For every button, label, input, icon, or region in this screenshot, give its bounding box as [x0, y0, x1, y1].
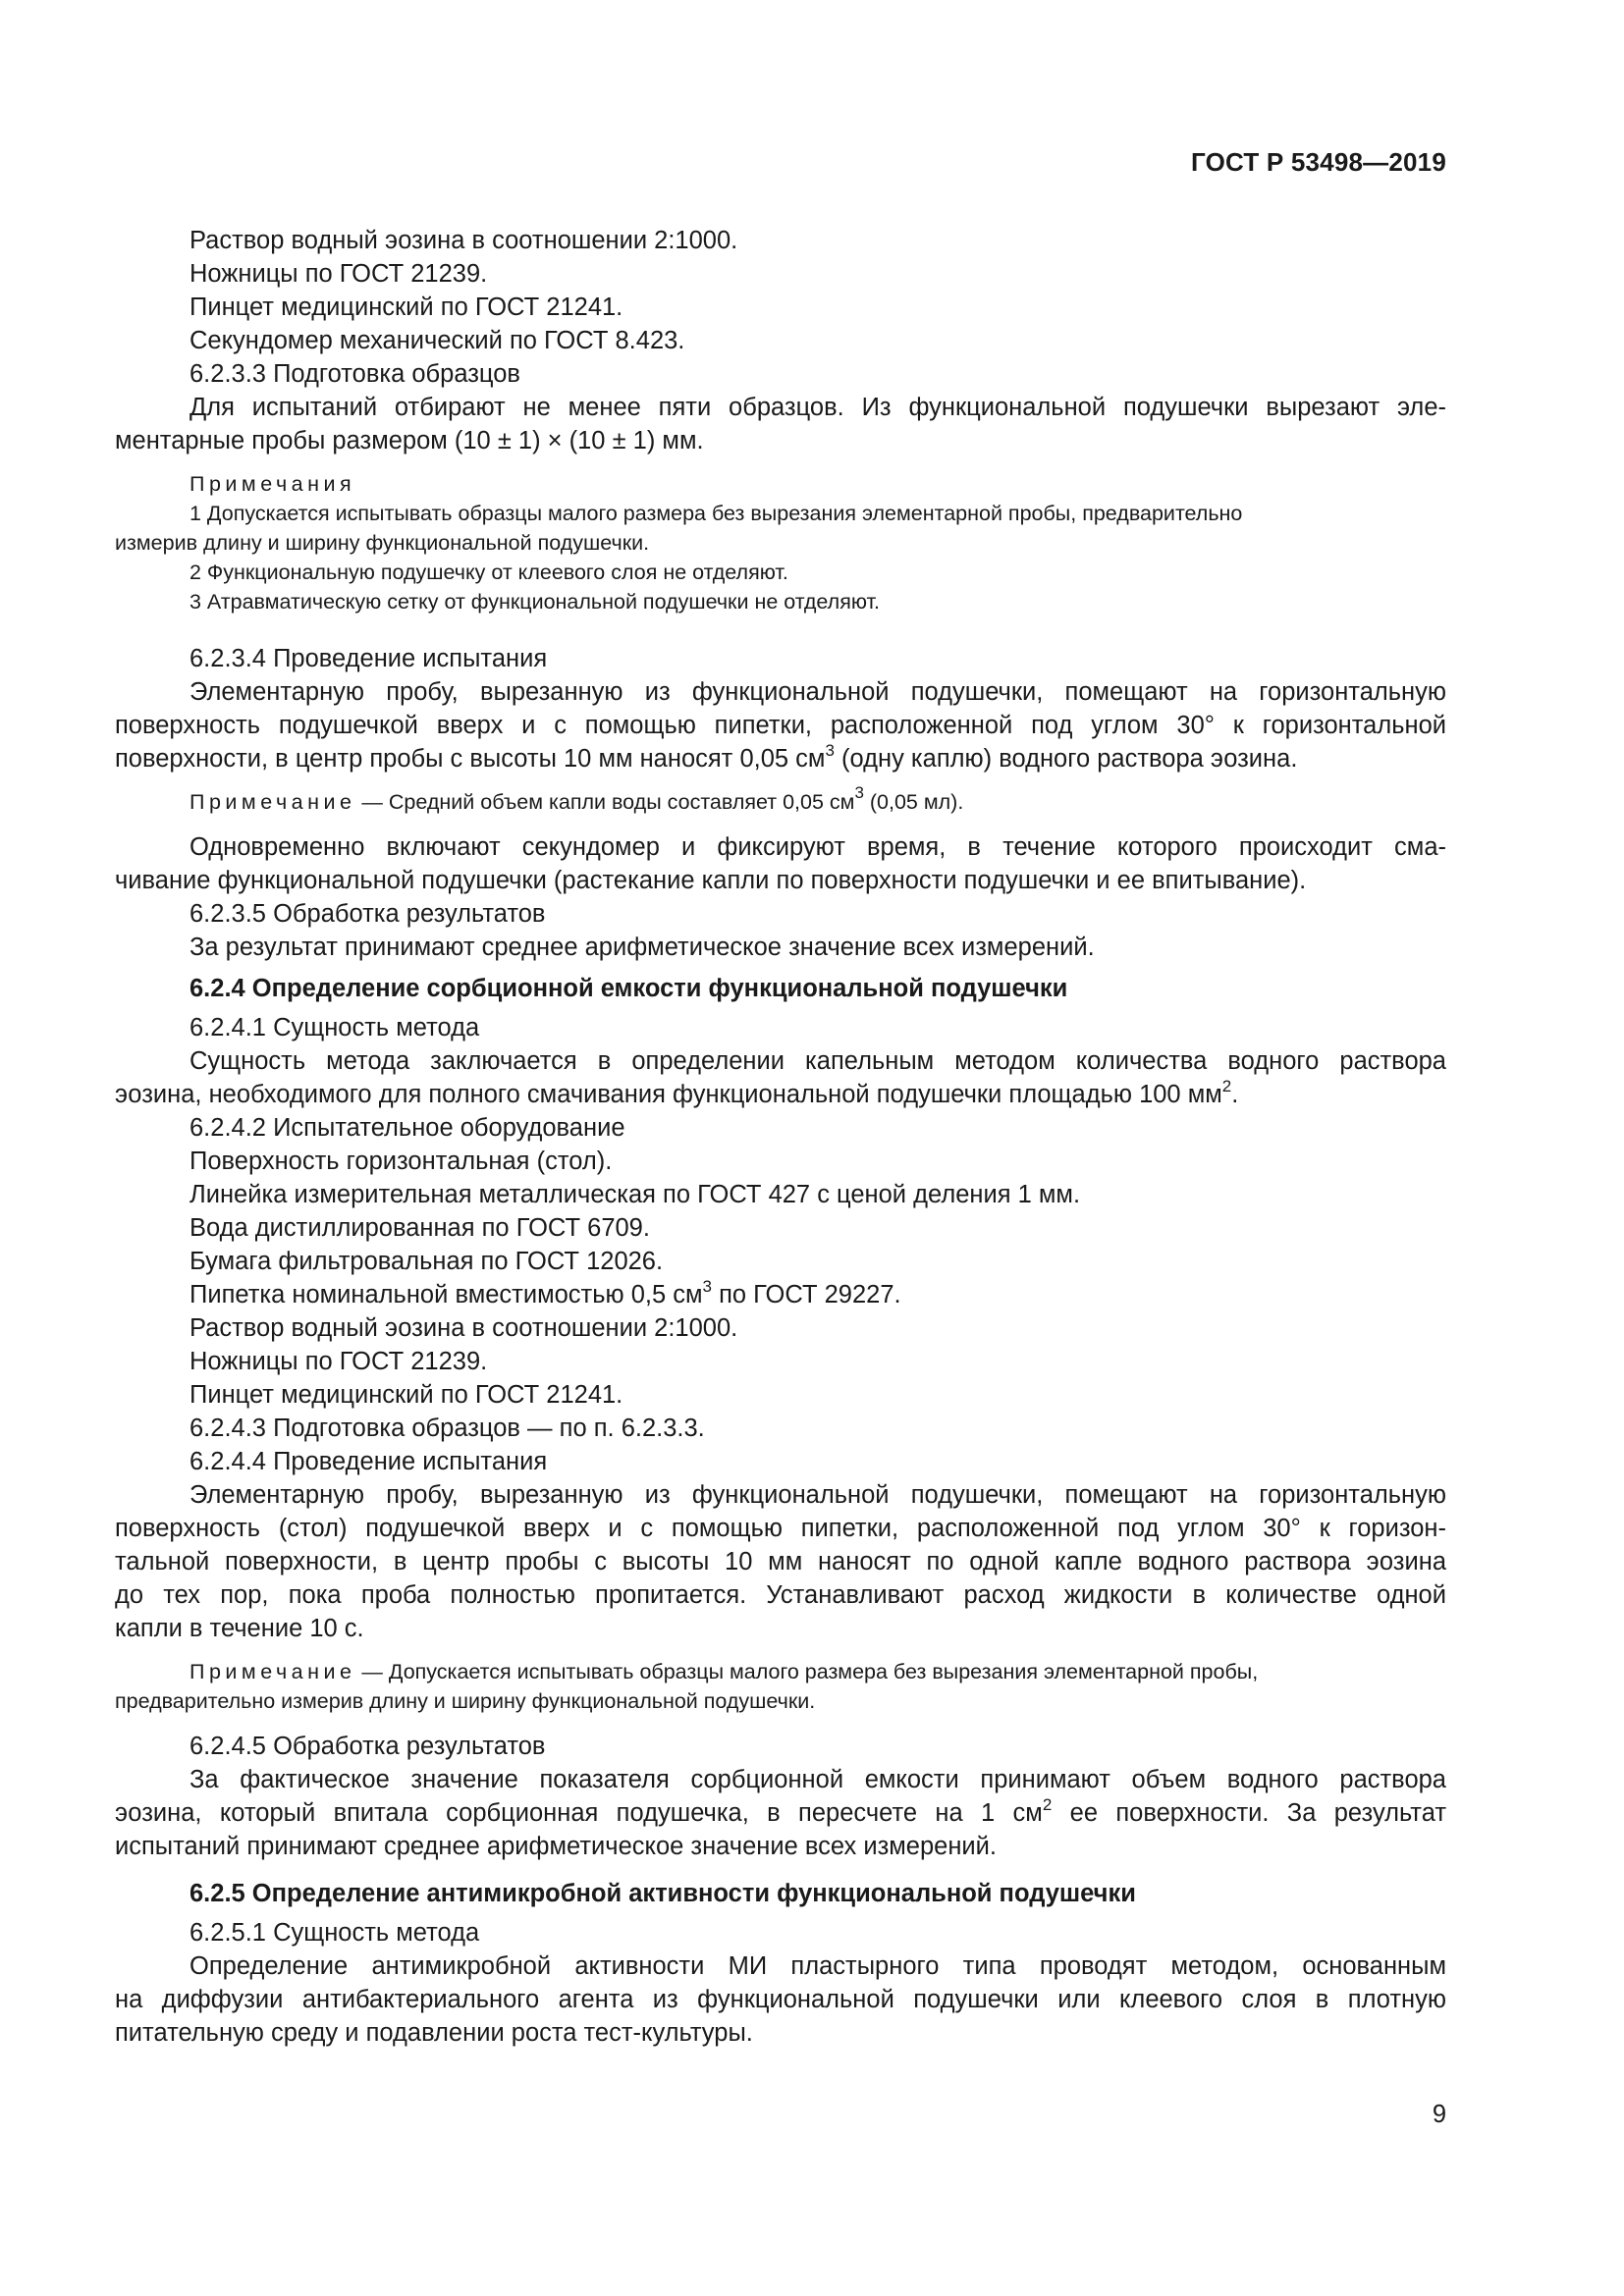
- text-line: Ножницы по ГОСТ 21239.: [189, 260, 488, 288]
- notes-block: [115, 469, 1446, 616]
- paragraph-method: [115, 1044, 1446, 1111]
- text-line: поверхность (стол) подушечкой вверх и с помощью пипетки, расположенной под углом 30° к горизон-: [115, 1515, 1446, 1542]
- text-line: Для испытаний отбирают не менее пяти образцов. Из функциональной подушечки вырезают эле-: [189, 394, 1446, 421]
- text-line: За результат принимают среднее арифметическое значение всех измерений.: [189, 934, 1095, 961]
- subsection-title: 6.2.5.1 Сущность метода: [189, 1919, 480, 1947]
- notes-title: Примечания: [189, 472, 356, 496]
- paragraph-results: [115, 1763, 1446, 1863]
- subsection-title: 6.2.4.4 Проведение испытания: [189, 1448, 548, 1475]
- equipment-item: Бумага фильтровальная по ГОСТ 12026.: [189, 1248, 664, 1275]
- subsection-title: 6.2.4.2 Испытательное оборудование: [189, 1114, 625, 1142]
- section-heading: 6.2.5 Определение антимикробной активности функциональной подушечки: [189, 1880, 1136, 1907]
- equipment-item: Вода дистиллированная по ГОСТ 6709.: [189, 1214, 650, 1242]
- subsection-title: 6.2.3.4 Проведение испытания: [189, 645, 548, 672]
- text-line: Элементарную пробу, вырезанную из функциональной подушечки, помещают на горизонтальную: [189, 678, 1446, 706]
- text-line: Пинцет медицинский по ГОСТ 21241.: [189, 294, 623, 321]
- text-line: чивание функциональной подушечки (растекание капли по поверхности подушечки и ее впитывание).: [115, 867, 1307, 894]
- document-code: ГОСТ Р 53498—2019: [1191, 147, 1446, 177]
- note-line: предварительно измерив длину и ширину функциональной подушечки.: [115, 1689, 816, 1713]
- equipment-item: Раствор водный эозина в соотношении 2:1000.: [189, 1314, 738, 1342]
- text-line: тальной поверхности, в центр пробы с высоты 10 мм наносят по одной капле водного раствора эозина: [115, 1548, 1446, 1575]
- subsection-title: 6.2.4.5 Обработка результатов: [189, 1733, 546, 1760]
- text-line: За фактическое значение показателя сорбционной емкости принимают объем водного раствора: [189, 1766, 1446, 1793]
- paragraph-samples: [115, 391, 1446, 457]
- note-line: Примечание — Допускается испытывать образцы малого размера без вырезания элементарной пробы,: [189, 1660, 1259, 1683]
- text-line: капли в течение 10 с.: [115, 1615, 364, 1642]
- text-line: до тех пор, пока проба полностью пропитается. Устанавливают расход жидкости в количестве одной: [115, 1581, 1446, 1609]
- text-line: поверхность подушечкой вверх и с помощью пипетки, расположенной под углом 30° к горизонтальной: [115, 712, 1446, 739]
- note-line: Примечание — Средний объем капли воды составляет 0,05 $см^3$ (0,05 мл).: [189, 783, 964, 814]
- text-line: Секундомер механический по ГОСТ 8.423.: [189, 327, 685, 354]
- subsection-title: 6.2.3.3 Подготовка образцов: [189, 360, 520, 388]
- equipment-item: Линейка измерительная металлическая по ГОСТ 427 с ценой деления 1 мм.: [189, 1181, 1081, 1208]
- equipment-item: Поверхность горизонтальная (стол).: [189, 1148, 613, 1175]
- text-line: Сущность метода заключается в определении капельным методом количества водного раствора: [189, 1047, 1446, 1075]
- note-line: 2 Функциональную подушечку от клеевого слоя не отделяют.: [189, 561, 788, 584]
- paragraph-antimicrobial: [115, 1949, 1446, 2050]
- note-block: [115, 1657, 1446, 1716]
- paragraph-test: [115, 675, 1446, 775]
- text-line: Раствор водный эозина в соотношении 2:1000.: [189, 227, 738, 254]
- note-line: 1 Допускается испытывать образцы малого размера без вырезания элементарной пробы, предварительно: [189, 502, 1243, 525]
- equipment-item: Пинцет медицинский по ГОСТ 21241.: [189, 1381, 623, 1409]
- subsection-title: 6.2.4.3 Подготовка образцов — по п. 6.2.3.3.: [189, 1415, 705, 1442]
- text-line: испытаний принимают среднее арифметическое значение всех измерений.: [115, 1833, 998, 1860]
- text-line: питательную среду и подавлении роста тест-культуры.: [115, 2019, 753, 2047]
- paragraph-test-procedure: [115, 1478, 1446, 1645]
- page-number: 9: [1432, 2101, 1446, 2128]
- subsection-title: 6.2.4.1 Сущность метода: [189, 1014, 480, 1041]
- text-line: на диффузии антибактериального агента из функциональной подушечки или клеевого слоя в плотную: [115, 1986, 1446, 2013]
- text-line: Определение антимикробной активности МИ пластырного типа проводят методом, основанным: [189, 1952, 1446, 1980]
- text-line: эозина, необходимого для полного смачивания функциональной подушечки площадью 100 $мм^2$.: [115, 1077, 1239, 1108]
- equipment-item: Пипетка номинальной вместимостью 0,5 $см^3$ по ГОСТ 29227.: [189, 1277, 901, 1308]
- note-block: [115, 783, 1446, 817]
- paragraph-simultaneous: [115, 830, 1446, 897]
- equipment-item: Ножницы по ГОСТ 21239.: [189, 1348, 488, 1375]
- subsection-title: 6.2.3.5 Обработка результатов: [189, 900, 546, 928]
- note-line: 3 Атравматическую сетку от функциональной подушечки не отделяют.: [189, 590, 880, 614]
- text-line: эозина, который впитала сорбционная подушечка, в пересчете на 1 $см^2$ ее поверхности. За результат: [115, 1795, 1446, 1827]
- section-heading: 6.2.4 Определение сорбционной емкости функциональной подушечки: [189, 975, 1068, 1002]
- page-content: [115, 224, 1446, 2050]
- note-line: измерив длину и ширину функциональной подушечки.: [115, 531, 650, 555]
- text-line: поверхности, в центр пробы с высоты 10 мм наносят 0,05 $см^3$ (одну каплю) водного раствора эозина.: [115, 741, 1298, 773]
- text-line: Элементарную пробу, вырезанную из функциональной подушечки, помещают на горизонтальную: [189, 1481, 1446, 1509]
- text-line: Одновременно включают секундомер и фиксируют время, в течение которого происходит сма-: [189, 833, 1446, 861]
- text-line: ментарные пробы размером (10 ± 1) × (10 ± 1) мм.: [115, 427, 704, 454]
